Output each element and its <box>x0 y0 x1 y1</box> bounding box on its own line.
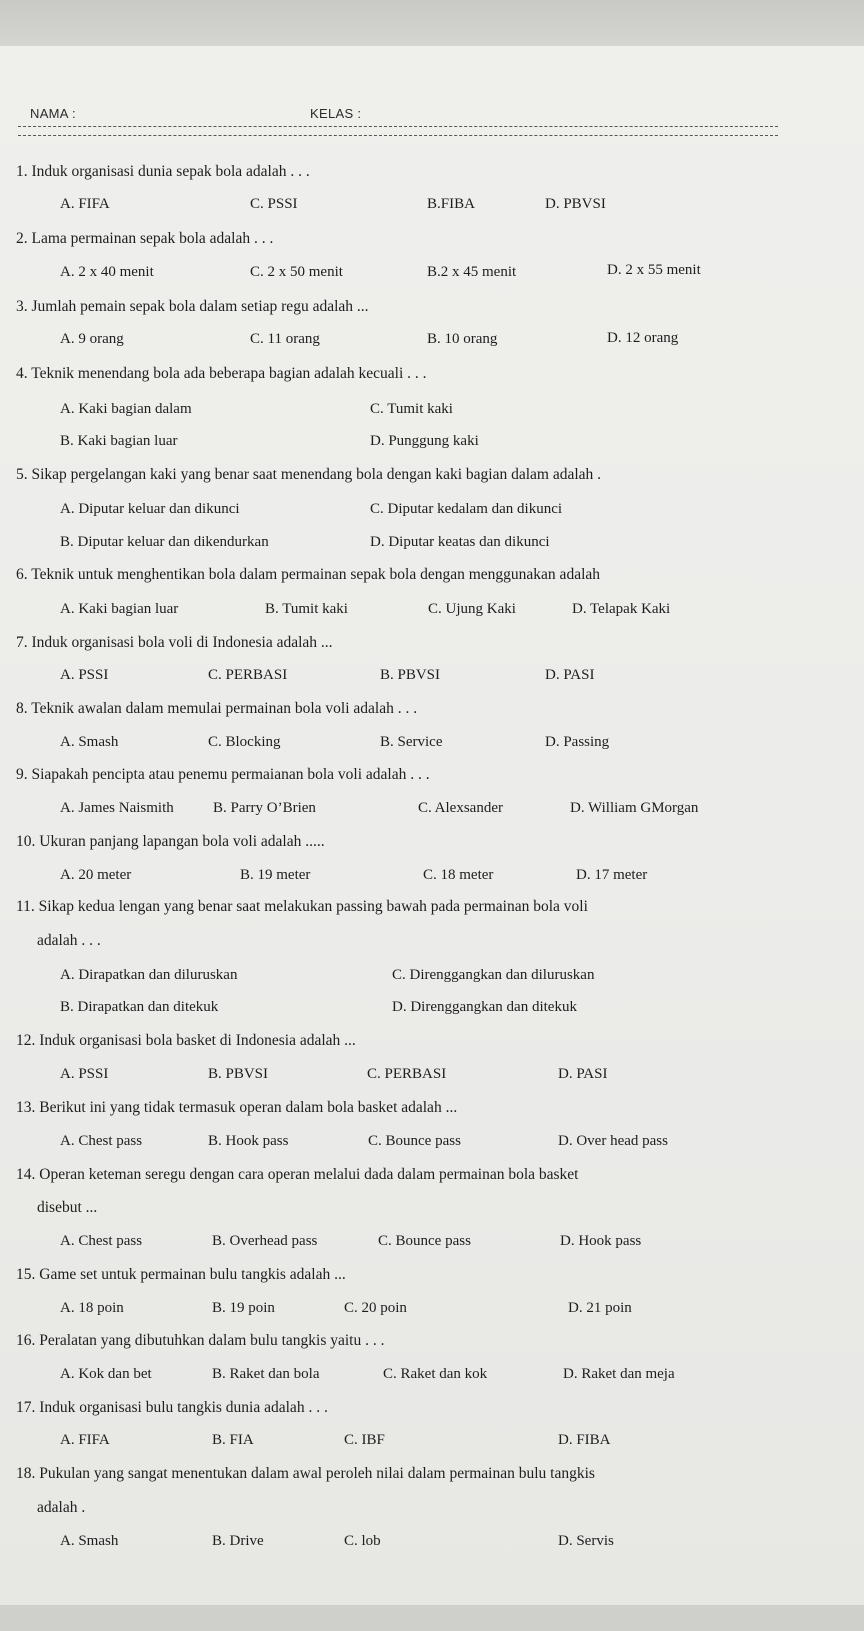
question-9: 9. Siapakah pencipta atau penemu permaianan bola voli adalah . . . <box>16 766 430 783</box>
q18-option-c: C. lob <box>344 1533 381 1549</box>
q13-option-c: C. Bounce pass <box>368 1133 461 1149</box>
background-wall-top <box>0 0 864 50</box>
question-7: 7. Induk organisasi bola voli di Indonesia adalah ... <box>16 634 333 651</box>
q12-option-b: B. PBVSI <box>208 1066 269 1082</box>
question-16: 16. Peralatan yang dibutuhkan dalam bulu tangkis yaitu . . . <box>16 1332 385 1349</box>
question-1: 1. Induk organisasi dunia sepak bola adalah . . . <box>16 163 310 180</box>
q1-option-c: C. PSSI <box>250 196 298 212</box>
q6-option-a: A. Kaki bagian luar <box>60 601 179 617</box>
q1-option-b: B.FIBA <box>427 196 475 212</box>
question-18: 18. Pukulan yang sangat menentukan dalam awal peroleh nilai dalam permainan bulu tangkis <box>16 1465 595 1482</box>
question-14-continued: disebut ... <box>37 1199 98 1216</box>
kelas-label: KELAS : <box>310 106 362 121</box>
q18-option-d: D. Servis <box>558 1533 614 1549</box>
q17-option-a: A. FIFA <box>60 1432 110 1448</box>
nama-label: NAMA : <box>30 106 76 121</box>
q15-option-a: A. 18 poin <box>60 1300 124 1316</box>
q15-option-c: C. 20 poin <box>344 1300 407 1316</box>
q15-option-b: B. 19 poin <box>212 1300 275 1316</box>
question-6: 6. Teknik untuk menghentikan bola dalam permainan sepak bola dengan menggunakan adalah <box>16 566 601 583</box>
question-2: 2. Lama permainan sepak bola adalah . . . <box>16 230 274 247</box>
q15-option-d: D. 21 poin <box>568 1300 632 1316</box>
header-divider <box>18 126 778 136</box>
q11-option-a: A. Dirapatkan dan diluruskan <box>60 967 238 983</box>
q2-option-a: A. 2 x 40 menit <box>60 264 154 280</box>
q9-option-c: C. Alexsander <box>418 800 503 816</box>
q11-option-d: D. Direnggangkan dan ditekuk <box>392 999 577 1015</box>
q3-option-a: A. 9 orang <box>60 331 124 347</box>
q13-option-d: D. Over head pass <box>558 1133 668 1149</box>
question-15: 15. Game set untuk permainan bulu tangkis adalah ... <box>16 1266 346 1283</box>
q10-option-a: A. 20 meter <box>60 867 132 883</box>
q13-option-a: A. Chest pass <box>60 1133 143 1149</box>
q16-option-b: B. Raket dan bola <box>212 1366 320 1382</box>
question-3: 3. Jumlah pemain sepak bola dalam setiap regu adalah ... <box>16 298 369 315</box>
question-4: 4. Teknik menendang bola ada beberapa bagian adalah kecuali . . . <box>16 365 427 382</box>
q5-option-d: D. Diputar keatas dan dikunci <box>370 534 550 550</box>
q6-option-b: B. Tumit kaki <box>265 601 348 617</box>
question-12: 12. Induk organisasi bola basket di Indonesia adalah ... <box>16 1032 356 1049</box>
q3-option-c: C. 11 orang <box>250 331 320 347</box>
q13-option-b: B. Hook pass <box>208 1133 289 1149</box>
q10-option-b: B. 19 meter <box>240 867 311 883</box>
question-10: 10. Ukuran panjang lapangan bola voli adalah ..... <box>16 833 325 850</box>
q9-option-d: D. William GMorgan <box>570 800 699 816</box>
q5-option-a: A. Diputar keluar dan dikunci <box>60 501 240 517</box>
q7-option-c: C. PERBASI <box>208 667 288 683</box>
q11-option-c: C. Direnggangkan dan diluruskan <box>392 967 595 983</box>
q18-option-a: A. Smash <box>60 1533 119 1549</box>
question-13: 13. Berikut ini yang tidak termasuk operan dalam bola basket adalah ... <box>16 1099 458 1116</box>
q6-option-c: C. Ujung Kaki <box>428 601 516 617</box>
q5-option-c: C. Diputar kedalam dan dikunci <box>370 501 563 517</box>
question-11-continued: adalah . . . <box>37 932 101 949</box>
q17-option-c: C. IBF <box>344 1432 385 1448</box>
question-5: 5. Sikap pergelangan kaki yang benar saat menendang bola dengan kaki bagian dalam adalah . <box>16 466 602 483</box>
q17-option-b: B. FIA <box>212 1432 254 1448</box>
q8-option-d: D. Passing <box>545 734 610 750</box>
q11-option-b: B. Dirapatkan dan ditekuk <box>60 999 219 1015</box>
q10-option-c: C. 18 meter <box>423 867 494 883</box>
question-14: 14. Operan keteman seregu dengan cara operan melalui dada dalam permainan bola basket <box>16 1166 579 1183</box>
q8-option-a: A. Smash <box>60 734 119 750</box>
q5-option-b: B. Diputar keluar dan dikendurkan <box>60 534 269 550</box>
q8-option-c: C. Blocking <box>208 734 281 750</box>
question-17: 17. Induk organisasi bulu tangkis dunia adalah . . . <box>16 1399 328 1416</box>
q14-option-c: C. Bounce pass <box>378 1233 471 1249</box>
q7-option-a: A. PSSI <box>60 667 109 683</box>
q2-option-b: B.2 x 45 menit <box>427 264 517 280</box>
q6-option-d: D. Telapak Kaki <box>572 601 671 617</box>
q18-option-b: B. Drive <box>212 1533 264 1549</box>
q3-option-d: D. 12 orang <box>607 330 679 346</box>
q10-option-d: D. 17 meter <box>576 867 648 883</box>
q1-option-a: A. FIFA <box>60 196 110 212</box>
q3-option-b: B. 10 orang <box>427 331 498 347</box>
q17-option-d: D. FIBA <box>558 1432 611 1448</box>
q12-option-d: D. PASI <box>558 1066 608 1082</box>
q14-option-b: B. Overhead pass <box>212 1233 318 1249</box>
q4-option-d: D. Punggung kaki <box>370 433 479 449</box>
q16-option-d: D. Raket dan meja <box>563 1366 675 1382</box>
background-wall-bottom <box>0 1605 864 1631</box>
question-18-continued: adalah . <box>37 1499 86 1516</box>
q4-option-a: A. Kaki bagian dalam <box>60 401 192 417</box>
q7-option-b: B. PBVSI <box>380 667 441 683</box>
q4-option-b: B. Kaki bagian luar <box>60 433 178 449</box>
q12-option-c: C. PERBASI <box>367 1066 447 1082</box>
question-8: 8. Teknik awalan dalam memulai permainan bola voli adalah . . . <box>16 700 418 717</box>
q14-option-a: A. Chest pass <box>60 1233 143 1249</box>
q14-option-d: D. Hook pass <box>560 1233 642 1249</box>
q16-option-a: A. Kok dan bet <box>60 1366 152 1382</box>
q4-option-c: C. Tumit kaki <box>370 401 453 417</box>
q8-option-b: B. Service <box>380 734 443 750</box>
question-11: 11. Sikap kedua lengan yang benar saat melakukan passing bawah pada permainan bola voli <box>16 898 588 915</box>
q2-option-d: D. 2 x 55 menit <box>607 262 701 278</box>
q12-option-a: A. PSSI <box>60 1066 109 1082</box>
q9-option-b: B. Parry O’Brien <box>213 800 316 816</box>
q2-option-c: C. 2 x 50 menit <box>250 264 343 280</box>
q7-option-d: D. PASI <box>545 667 595 683</box>
q1-option-d: D. PBVSI <box>545 196 606 212</box>
q16-option-c: C. Raket dan kok <box>383 1366 488 1382</box>
q9-option-a: A. James Naismith <box>60 800 174 816</box>
